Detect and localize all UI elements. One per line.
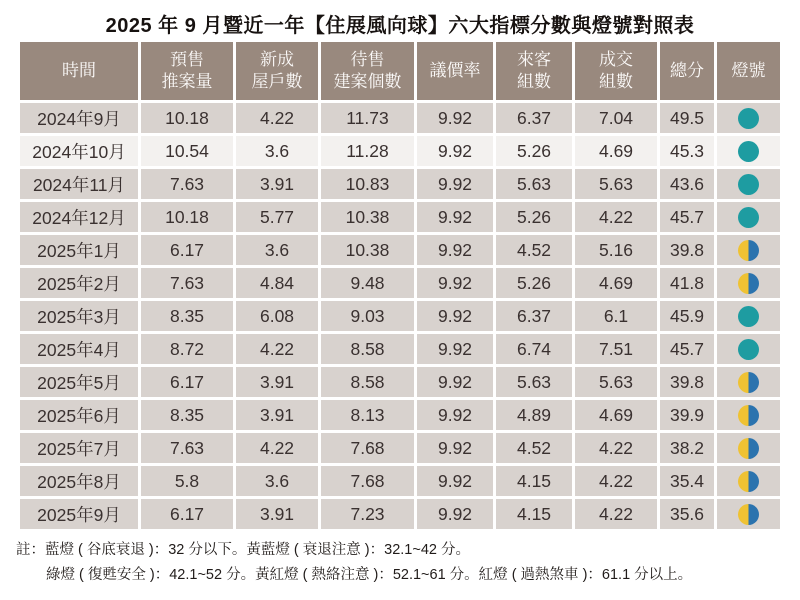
score-cell-total: 35.4 — [660, 466, 714, 496]
yellow-blue-light-icon — [738, 273, 759, 294]
score-cell-presale: 7.63 — [141, 433, 233, 463]
yellow-blue-light-icon — [738, 405, 759, 426]
table-row — [20, 268, 780, 298]
score-cell-newhouse: 4.84 — [236, 268, 318, 298]
yellow-blue-light-icon — [738, 471, 759, 492]
green-light-icon — [738, 207, 759, 228]
green-light-icon — [738, 339, 759, 360]
yellow-blue-light-icon — [738, 438, 759, 459]
score-cell-newhouse: 3.91 — [236, 367, 318, 397]
score-cell-newhouse: 3.6 — [236, 136, 318, 166]
light-cell — [717, 499, 780, 529]
time-cell: 2025年8月 — [20, 466, 138, 496]
score-cell-deals: 5.16 — [575, 235, 657, 265]
score-cell-newhouse: 3.6 — [236, 466, 318, 496]
light-cell — [717, 466, 780, 496]
light-cell — [717, 103, 780, 133]
score-cell-total: 45.9 — [660, 301, 714, 331]
score-cell-presale: 6.17 — [141, 499, 233, 529]
score-cell-bargain: 9.92 — [417, 202, 493, 232]
score-cell-presale: 6.17 — [141, 367, 233, 397]
score-cell-visitors: 5.63 — [496, 367, 572, 397]
legend-note-line-2: 綠燈 ( 復甦安全 )：42.1~52 分。黃紅燈 ( 熱絡注意 )：52.1~61 分。紅燈 ( 過熱煞車 )：61.1 分以上。 — [46, 567, 693, 584]
page-title: 2025 年 9 月暨近一年【住展風向球】六大指標分數與燈號對照表 — [105, 15, 695, 37]
score-cell-deals: 4.69 — [575, 268, 657, 298]
table-header — [20, 42, 780, 100]
light-cell — [717, 235, 780, 265]
score-cell-total: 43.6 — [660, 169, 714, 199]
light-cell — [717, 202, 780, 232]
score-cell-bargain: 9.92 — [417, 169, 493, 199]
score-cell-newhouse: 3.91 — [236, 499, 318, 529]
score-cell-bargain: 9.92 — [417, 235, 493, 265]
table-row — [20, 334, 780, 364]
column-header-forsale: 待售 建案個數 — [321, 42, 414, 100]
score-cell-total: 39.8 — [660, 235, 714, 265]
score-cell-visitors: 5.26 — [496, 268, 572, 298]
column-header-visitors: 來客 組數 — [496, 42, 572, 100]
light-cell — [717, 169, 780, 199]
score-cell-deals: 6.1 — [575, 301, 657, 331]
light-cell — [717, 334, 780, 364]
score-cell-visitors: 4.52 — [496, 235, 572, 265]
score-cell-forsale: 11.73 — [321, 103, 414, 133]
time-cell: 2024年10月 — [20, 136, 138, 166]
time-cell: 2024年12月 — [20, 202, 138, 232]
table-row — [20, 301, 780, 331]
score-cell-presale: 8.35 — [141, 400, 233, 430]
score-cell-visitors: 5.26 — [496, 202, 572, 232]
score-cell-total: 49.5 — [660, 103, 714, 133]
score-cell-presale: 10.18 — [141, 202, 233, 232]
score-cell-visitors: 6.37 — [496, 103, 572, 133]
column-header-light: 燈號 — [717, 42, 780, 100]
yellow-blue-light-icon — [738, 240, 759, 261]
score-cell-bargain: 9.92 — [417, 103, 493, 133]
light-cell — [717, 367, 780, 397]
column-header-deals: 成交 組數 — [575, 42, 657, 100]
light-cell — [717, 400, 780, 430]
green-light-icon — [738, 108, 759, 129]
light-cell — [717, 433, 780, 463]
table-row — [20, 466, 780, 496]
score-cell-visitors: 4.52 — [496, 433, 572, 463]
score-cell-deals: 4.22 — [575, 499, 657, 529]
time-cell: 2025年3月 — [20, 301, 138, 331]
green-light-icon — [738, 141, 759, 162]
table-row — [20, 367, 780, 397]
score-cell-bargain: 9.92 — [417, 466, 493, 496]
time-cell: 2025年7月 — [20, 433, 138, 463]
score-cell-forsale: 7.23 — [321, 499, 414, 529]
score-cell-presale: 5.8 — [141, 466, 233, 496]
score-cell-visitors: 4.89 — [496, 400, 572, 430]
score-cell-forsale: 7.68 — [321, 433, 414, 463]
score-cell-total: 45.7 — [660, 202, 714, 232]
score-cell-visitors: 4.15 — [496, 466, 572, 496]
score-cell-presale: 10.54 — [141, 136, 233, 166]
yellow-blue-light-icon — [738, 504, 759, 525]
score-cell-total: 45.7 — [660, 334, 714, 364]
score-cell-newhouse: 3.91 — [236, 400, 318, 430]
time-cell: 2025年6月 — [20, 400, 138, 430]
table-row — [20, 400, 780, 430]
score-cell-bargain: 9.92 — [417, 433, 493, 463]
score-cell-visitors: 6.37 — [496, 301, 572, 331]
green-light-icon — [738, 174, 759, 195]
score-cell-forsale: 7.68 — [321, 466, 414, 496]
time-cell: 2024年9月 — [20, 103, 138, 133]
score-cell-visitors: 5.63 — [496, 169, 572, 199]
column-header-newhouse: 新成 屋戶數 — [236, 42, 318, 100]
time-cell: 2024年11月 — [20, 169, 138, 199]
score-cell-newhouse: 5.77 — [236, 202, 318, 232]
score-cell-total: 39.8 — [660, 367, 714, 397]
score-cell-deals: 7.04 — [575, 103, 657, 133]
column-header-time: 時間 — [20, 42, 138, 100]
table-row — [20, 433, 780, 463]
score-cell-presale: 8.35 — [141, 301, 233, 331]
score-cell-bargain: 9.92 — [417, 367, 493, 397]
indicator-score-table — [17, 39, 783, 532]
score-cell-deals: 7.51 — [575, 334, 657, 364]
score-cell-forsale: 11.28 — [321, 136, 414, 166]
score-cell-deals: 4.69 — [575, 136, 657, 166]
time-cell: 2025年9月 — [20, 499, 138, 529]
score-cell-deals: 4.22 — [575, 202, 657, 232]
time-cell: 2025年4月 — [20, 334, 138, 364]
score-cell-visitors: 4.15 — [496, 499, 572, 529]
score-cell-total: 39.9 — [660, 400, 714, 430]
score-cell-newhouse: 4.22 — [236, 433, 318, 463]
legend-note-line-1: 註：藍燈 ( 谷底衰退 )：32 分以下。黃藍燈 ( 衰退注意 )：32.1~42 分。 — [16, 542, 470, 558]
yellow-blue-light-icon — [738, 372, 759, 393]
light-cell — [717, 136, 780, 166]
score-cell-forsale: 8.13 — [321, 400, 414, 430]
score-cell-bargain: 9.92 — [417, 334, 493, 364]
table-row — [20, 169, 780, 199]
table-row — [20, 235, 780, 265]
score-cell-total: 45.3 — [660, 136, 714, 166]
time-cell: 2025年1月 — [20, 235, 138, 265]
score-cell-newhouse: 4.22 — [236, 334, 318, 364]
score-cell-deals: 4.69 — [575, 400, 657, 430]
header-row — [20, 42, 780, 100]
score-cell-newhouse: 6.08 — [236, 301, 318, 331]
score-cell-newhouse: 4.22 — [236, 103, 318, 133]
score-cell-forsale: 8.58 — [321, 367, 414, 397]
table-body — [20, 103, 780, 529]
score-cell-total: 38.2 — [660, 433, 714, 463]
score-cell-newhouse: 3.6 — [236, 235, 318, 265]
score-cell-bargain: 9.92 — [417, 136, 493, 166]
score-cell-deals: 4.22 — [575, 466, 657, 496]
score-cell-presale: 7.63 — [141, 169, 233, 199]
score-cell-forsale: 10.38 — [321, 235, 414, 265]
green-light-icon — [738, 306, 759, 327]
score-cell-newhouse: 3.91 — [236, 169, 318, 199]
score-cell-deals: 4.22 — [575, 433, 657, 463]
table-row — [20, 202, 780, 232]
column-header-bargain: 議價率 — [417, 42, 493, 100]
light-cell — [717, 268, 780, 298]
score-cell-forsale: 10.83 — [321, 169, 414, 199]
column-header-presale: 預售 推案量 — [141, 42, 233, 100]
time-cell: 2025年5月 — [20, 367, 138, 397]
score-cell-deals: 5.63 — [575, 169, 657, 199]
light-cell — [717, 301, 780, 331]
time-cell: 2025年2月 — [20, 268, 138, 298]
table-row — [20, 136, 780, 166]
score-cell-forsale: 10.38 — [321, 202, 414, 232]
score-cell-presale: 6.17 — [141, 235, 233, 265]
score-cell-deals: 5.63 — [575, 367, 657, 397]
score-cell-bargain: 9.92 — [417, 301, 493, 331]
column-header-total: 總分 — [660, 42, 714, 100]
score-cell-total: 35.6 — [660, 499, 714, 529]
score-cell-forsale: 9.03 — [321, 301, 414, 331]
score-cell-total: 41.8 — [660, 268, 714, 298]
score-cell-presale: 7.63 — [141, 268, 233, 298]
score-cell-visitors: 5.26 — [496, 136, 572, 166]
score-cell-forsale: 9.48 — [321, 268, 414, 298]
score-cell-forsale: 8.58 — [321, 334, 414, 364]
score-cell-bargain: 9.92 — [417, 499, 493, 529]
table-row — [20, 499, 780, 529]
score-cell-bargain: 9.92 — [417, 400, 493, 430]
score-cell-bargain: 9.92 — [417, 268, 493, 298]
score-cell-presale: 10.18 — [141, 103, 233, 133]
legend-notes — [16, 538, 800, 589]
score-cell-visitors: 6.74 — [496, 334, 572, 364]
table-row — [20, 103, 780, 133]
score-cell-presale: 8.72 — [141, 334, 233, 364]
